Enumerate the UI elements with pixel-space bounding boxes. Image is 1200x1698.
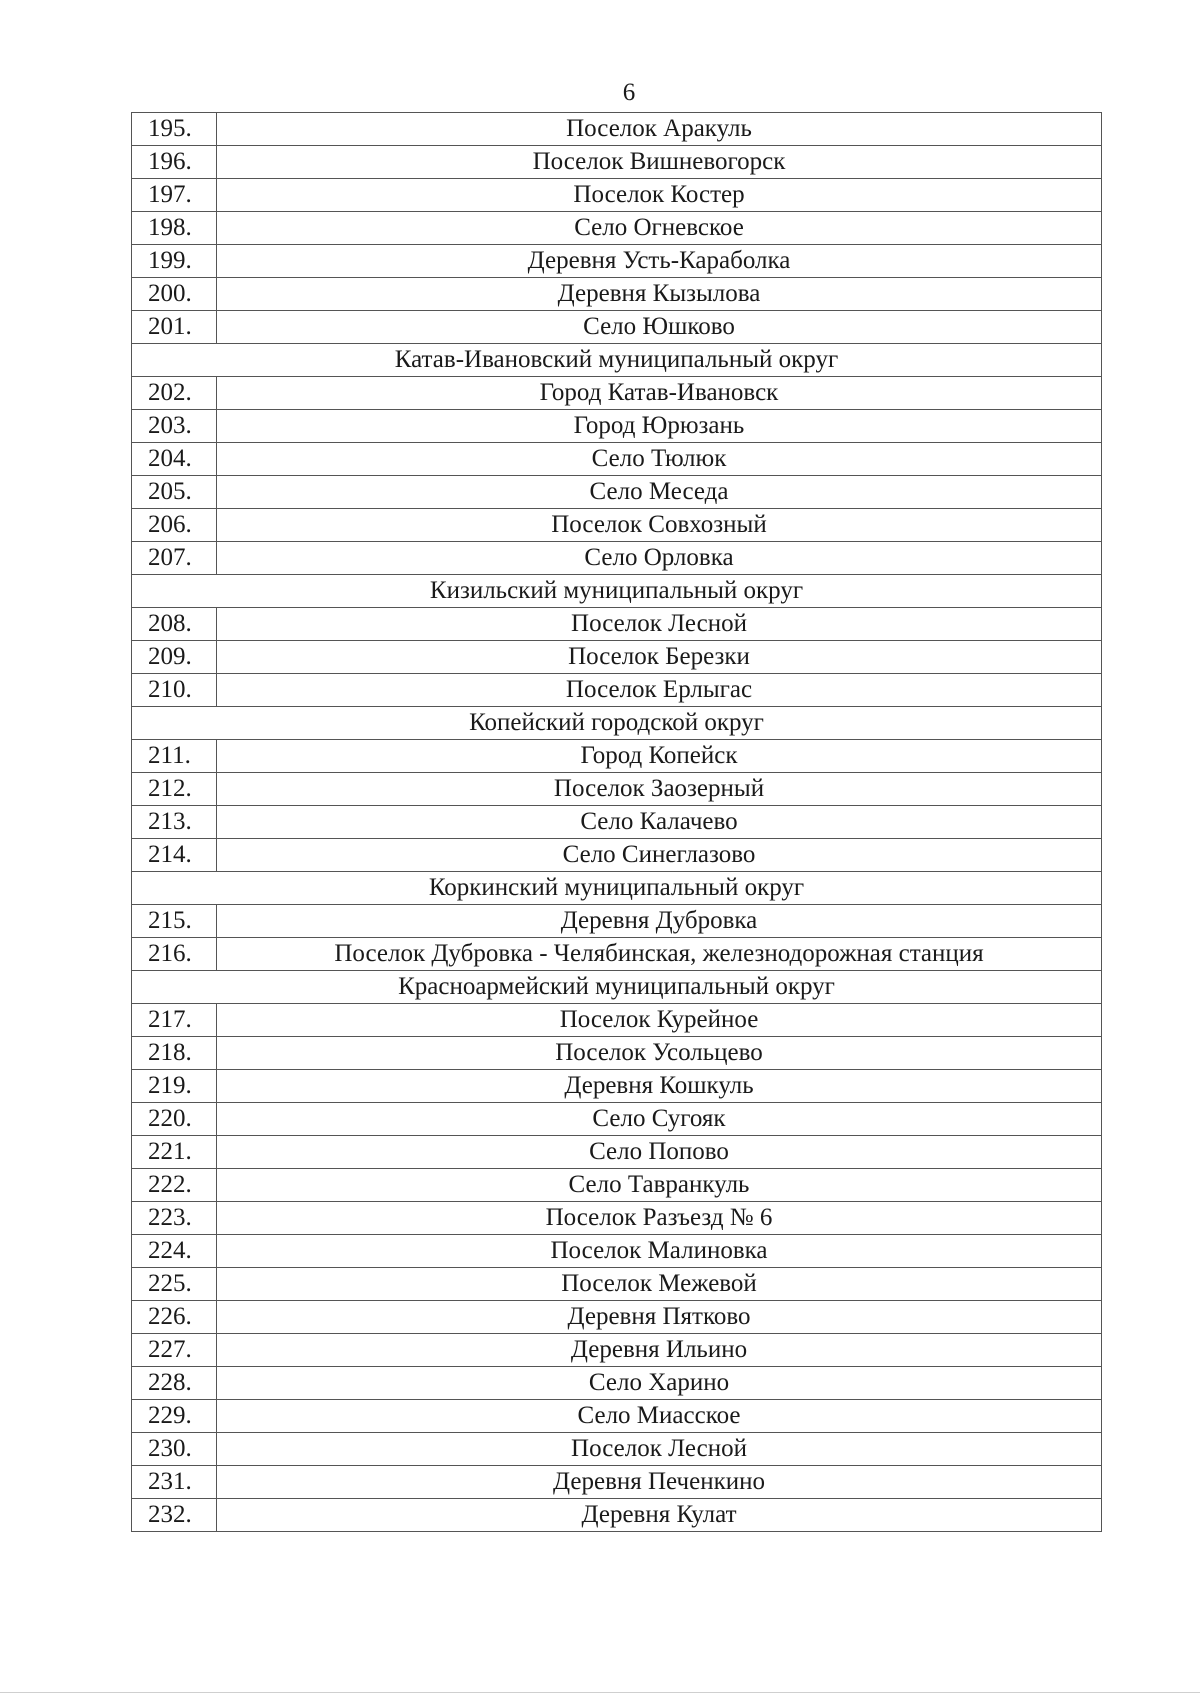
settlement-name: Поселок Ерлыгас [217, 674, 1102, 707]
settlement-name: Село Орловка [217, 542, 1102, 575]
settlement-name: Село Сугояк [217, 1103, 1102, 1136]
table-row [132, 773, 1102, 806]
settlement-name: Село Миасское [217, 1400, 1102, 1433]
table-row [132, 377, 1102, 410]
table-row [132, 245, 1102, 278]
section-header-row [132, 575, 1102, 608]
settlement-name: Поселок Лесной [217, 1433, 1102, 1466]
settlement-name: Поселок Разъезд № 6 [217, 1202, 1102, 1235]
settlement-name: Село Тюлюк [217, 443, 1102, 476]
row-number: 199. [132, 245, 217, 278]
table-row [132, 806, 1102, 839]
settlement-name: Поселок Дубровка - Челябинская, железнодорожная станция [217, 938, 1102, 971]
row-number: 195. [132, 113, 217, 146]
row-number: 206. [132, 509, 217, 542]
settlement-name: Село Тавранкуль [217, 1169, 1102, 1202]
table-row [132, 1070, 1102, 1103]
table-body [132, 113, 1102, 1532]
settlement-name: Город Катав-Ивановск [217, 377, 1102, 410]
settlement-name: Село Юшково [217, 311, 1102, 344]
section-header-row [132, 971, 1102, 1004]
settlement-name: Поселок Заозерный [217, 773, 1102, 806]
section-title: Катав-Ивановский муниципальный округ [132, 344, 1102, 377]
settlement-name: Деревня Кошкуль [217, 1070, 1102, 1103]
settlement-name: Деревня Дубровка [217, 905, 1102, 938]
table-row [132, 1466, 1102, 1499]
scan-edge-line [0, 1692, 1200, 1693]
settlement-name: Город Копейск [217, 740, 1102, 773]
settlement-name: Деревня Ильино [217, 1334, 1102, 1367]
row-number: 211. [132, 740, 217, 773]
row-number: 202. [132, 377, 217, 410]
settlements-table [131, 112, 1102, 1532]
table-row [132, 311, 1102, 344]
table-row [132, 179, 1102, 212]
settlement-name: Село Меседа [217, 476, 1102, 509]
row-number: 210. [132, 674, 217, 707]
table-row [132, 1235, 1102, 1268]
table-row [132, 1499, 1102, 1532]
table-row [132, 1037, 1102, 1070]
row-number: 220. [132, 1103, 217, 1136]
settlement-name: Поселок Вишневогорск [217, 146, 1102, 179]
row-number: 225. [132, 1268, 217, 1301]
settlement-name: Поселок Лесной [217, 608, 1102, 641]
row-number: 196. [132, 146, 217, 179]
settlement-name: Село Калачево [217, 806, 1102, 839]
row-number: 207. [132, 542, 217, 575]
row-number: 221. [132, 1136, 217, 1169]
row-number: 218. [132, 1037, 217, 1070]
settlement-name: Деревня Усть-Караболка [217, 245, 1102, 278]
table-row [132, 1301, 1102, 1334]
row-number: 201. [132, 311, 217, 344]
settlement-name: Поселок Аракуль [217, 113, 1102, 146]
table-row [132, 1334, 1102, 1367]
table-row [132, 410, 1102, 443]
table-row [132, 1169, 1102, 1202]
table-row [132, 740, 1102, 773]
row-number: 217. [132, 1004, 217, 1037]
settlement-name: Поселок Усольцево [217, 1037, 1102, 1070]
settlement-name: Поселок Костер [217, 179, 1102, 212]
row-number: 198. [132, 212, 217, 245]
page-number: 6 [622, 79, 636, 106]
table-row [132, 938, 1102, 971]
table-row [132, 1004, 1102, 1037]
settlement-name: Поселок Межевой [217, 1268, 1102, 1301]
row-number: 200. [132, 278, 217, 311]
table-row [132, 641, 1102, 674]
settlement-name: Поселок Совхозный [217, 509, 1102, 542]
table-row [132, 1400, 1102, 1433]
table-row [132, 113, 1102, 146]
table-row [132, 1268, 1102, 1301]
row-number: 219. [132, 1070, 217, 1103]
settlement-name: Город Юрюзань [217, 410, 1102, 443]
settlement-name: Село Синеглазово [217, 839, 1102, 872]
settlement-name: Деревня Пятково [217, 1301, 1102, 1334]
table-row [132, 839, 1102, 872]
row-number: 212. [132, 773, 217, 806]
table-row [132, 905, 1102, 938]
row-number: 226. [132, 1301, 217, 1334]
settlement-name: Село Попово [217, 1136, 1102, 1169]
table-row [132, 476, 1102, 509]
settlement-name: Деревня Кулат [217, 1499, 1102, 1532]
section-header-row [132, 872, 1102, 905]
settlement-name: Деревня Печенкино [217, 1466, 1102, 1499]
table-row [132, 212, 1102, 245]
settlement-name: Поселок Березки [217, 641, 1102, 674]
row-number: 213. [132, 806, 217, 839]
row-number: 227. [132, 1334, 217, 1367]
settlement-name: Поселок Малиновка [217, 1235, 1102, 1268]
table-row [132, 1103, 1102, 1136]
section-title: Коркинский муниципальный округ [132, 872, 1102, 905]
row-number: 223. [132, 1202, 217, 1235]
table-row [132, 1136, 1102, 1169]
row-number: 215. [132, 905, 217, 938]
table-row [132, 443, 1102, 476]
table-row [132, 146, 1102, 179]
settlement-name: Село Огневское [217, 212, 1102, 245]
section-header-row [132, 707, 1102, 740]
row-number: 214. [132, 839, 217, 872]
row-number: 230. [132, 1433, 217, 1466]
table-row [132, 1202, 1102, 1235]
settlement-name: Село Харино [217, 1367, 1102, 1400]
row-number: 224. [132, 1235, 217, 1268]
row-number: 205. [132, 476, 217, 509]
row-number: 203. [132, 410, 217, 443]
table-row [132, 542, 1102, 575]
row-number: 231. [132, 1466, 217, 1499]
row-number: 197. [132, 179, 217, 212]
table-row [132, 608, 1102, 641]
table-row [132, 1433, 1102, 1466]
settlement-name: Поселок Курейное [217, 1004, 1102, 1037]
table-row [132, 674, 1102, 707]
section-title: Копейский городской округ [132, 707, 1102, 740]
row-number: 232. [132, 1499, 217, 1532]
row-number: 228. [132, 1367, 217, 1400]
section-header-row [132, 344, 1102, 377]
table-row [132, 509, 1102, 542]
settlement-name: Деревня Кызылова [217, 278, 1102, 311]
row-number: 229. [132, 1400, 217, 1433]
row-number: 208. [132, 608, 217, 641]
table-row [132, 278, 1102, 311]
row-number: 216. [132, 938, 217, 971]
table-row [132, 1367, 1102, 1400]
row-number: 222. [132, 1169, 217, 1202]
row-number: 204. [132, 443, 217, 476]
section-title: Кизильский муниципальный округ [132, 575, 1102, 608]
section-title: Красноармейский муниципальный округ [132, 971, 1102, 1004]
row-number: 209. [132, 641, 217, 674]
